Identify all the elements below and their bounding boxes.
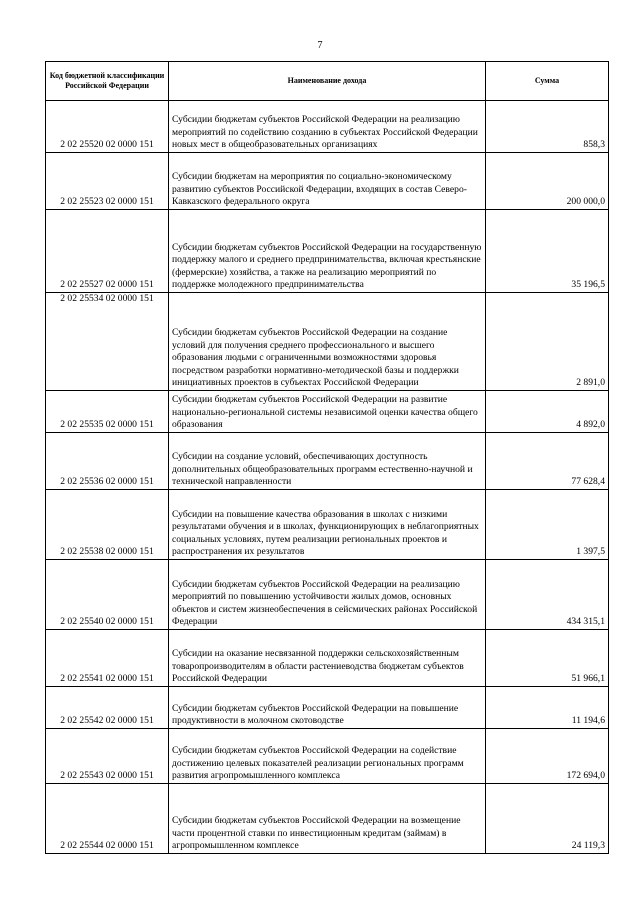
page-number: 7 <box>317 40 323 51</box>
table-row <box>46 784 609 854</box>
row-name: Субсидии бюджетам субъектов Российской Федерации на содействие достижению целевых показателей реализации региональных программ развития агропромышленного комплекса <box>169 729 486 784</box>
table-row <box>46 293 609 391</box>
row-name: Субсидии бюджетам субъектов Российской Федерации на повышение продуктивности в молочном скотоводстве <box>169 687 486 729</box>
table-row <box>46 490 609 560</box>
row-code: 2 02 25523 02 0000 151 <box>46 153 169 210</box>
row-sum: 4 892,0 <box>486 391 609 433</box>
table-row <box>46 101 609 153</box>
row-name: Субсидии бюджетам субъектов Российской Федерации на государственную поддержку малого и среднего предпринимательства, включая крестьянские (фермерские) хозяйства, а также на реализацию мероприятий по поддержке молодежного предпринимательства <box>169 210 486 293</box>
table-row <box>46 153 609 210</box>
table-row <box>46 391 609 433</box>
row-code: 2 02 25520 02 0000 151 <box>46 101 169 153</box>
row-code: 2 02 25542 02 0000 151 <box>46 687 169 729</box>
row-name: Субсидии на создание условий, обеспечивающих доступность дополнительных общеобразовательных программ естественно-научной и технической направленности <box>169 433 486 490</box>
row-code: 2 02 25535 02 0000 151 <box>46 391 169 433</box>
row-code: 2 02 25540 02 0000 151 <box>46 560 169 630</box>
table-row <box>46 729 609 784</box>
row-sum: 77 628,4 <box>486 433 609 490</box>
row-name: Субсидии бюджетам на мероприятия по социально-экономическому развитию субъектов Российской Федерации, входящих в состав Северо-Кавказского федерального округа <box>169 153 486 210</box>
row-sum: 11 194,6 <box>486 687 609 729</box>
table-row <box>46 630 609 687</box>
row-sum: 434 315,1 <box>486 560 609 630</box>
table-row <box>46 433 609 490</box>
table-row <box>46 560 609 630</box>
header-sum: Сумма <box>486 62 609 101</box>
row-name: Субсидии бюджетам субъектов Российской Федерации на создание условий для получения среднего профессионального и высшего образования людьми с ограниченными возможностями здоровья посредством разработки нормативно-методической базы и поддержки инициативных проектов в субъектах Российской Федерации <box>169 293 486 391</box>
row-name: Субсидии на повышение качества образования в школах с низкими результатами обучения и в школах, функционирующих в неблагоприятных социальных условиях, путем реализации региональных проектов и распространения их результатов <box>169 490 486 560</box>
table-row <box>46 687 609 729</box>
row-sum: 200 000,0 <box>486 153 609 210</box>
row-code: 2 02 25541 02 0000 151 <box>46 630 169 687</box>
row-code: 2 02 25538 02 0000 151 <box>46 490 169 560</box>
row-code: 2 02 25527 02 0000 151 <box>46 210 169 293</box>
row-sum: 1 397,5 <box>486 490 609 560</box>
row-code: 2 02 25534 02 0000 151 <box>46 293 169 391</box>
table-header-row <box>46 62 609 101</box>
row-name: Субсидии на оказание несвязанной поддержки сельскохозяйственным товаропроизводителям в области растениеводства бюджетам субъектов Российской Федерации <box>169 630 486 687</box>
row-sum: 35 196,5 <box>486 210 609 293</box>
row-code: 2 02 25536 02 0000 151 <box>46 433 169 490</box>
row-name: Субсидии бюджетам субъектов Российской Федерации на реализацию мероприятий по содействию созданию в субъектах Российской Федерации новых мест в общеобразовательных организациях <box>169 101 486 153</box>
header-code: Код бюджетной классификации Российской Федерации <box>46 62 169 101</box>
row-name: Субсидии бюджетам субъектов Российской Федерации на возмещение части процентной ставки по инвестиционным кредитам (займам) в агропромышленном комплексе <box>169 784 486 854</box>
row-code: 2 02 25544 02 0000 151 <box>46 784 169 854</box>
header-name: Наименование дохода <box>169 62 486 101</box>
row-sum: 2 891,0 <box>486 293 609 391</box>
row-sum: 24 119,3 <box>486 784 609 854</box>
row-code: 2 02 25543 02 0000 151 <box>46 729 169 784</box>
table-row <box>46 210 609 293</box>
row-name: Субсидии бюджетам субъектов Российской Федерации на развитие национально-региональной системы независимой оценки качества общего образования <box>169 391 486 433</box>
revenue-table <box>45 61 609 854</box>
row-sum: 858,3 <box>486 101 609 153</box>
row-name: Субсидии бюджетам субъектов Российской Федерации на реализацию мероприятий по повышению устойчивости жилых домов, основных объектов и систем жизнеобеспечения в сейсмических районах Российской Федерации <box>169 560 486 630</box>
row-sum: 172 694,0 <box>486 729 609 784</box>
row-sum: 51 966,1 <box>486 630 609 687</box>
